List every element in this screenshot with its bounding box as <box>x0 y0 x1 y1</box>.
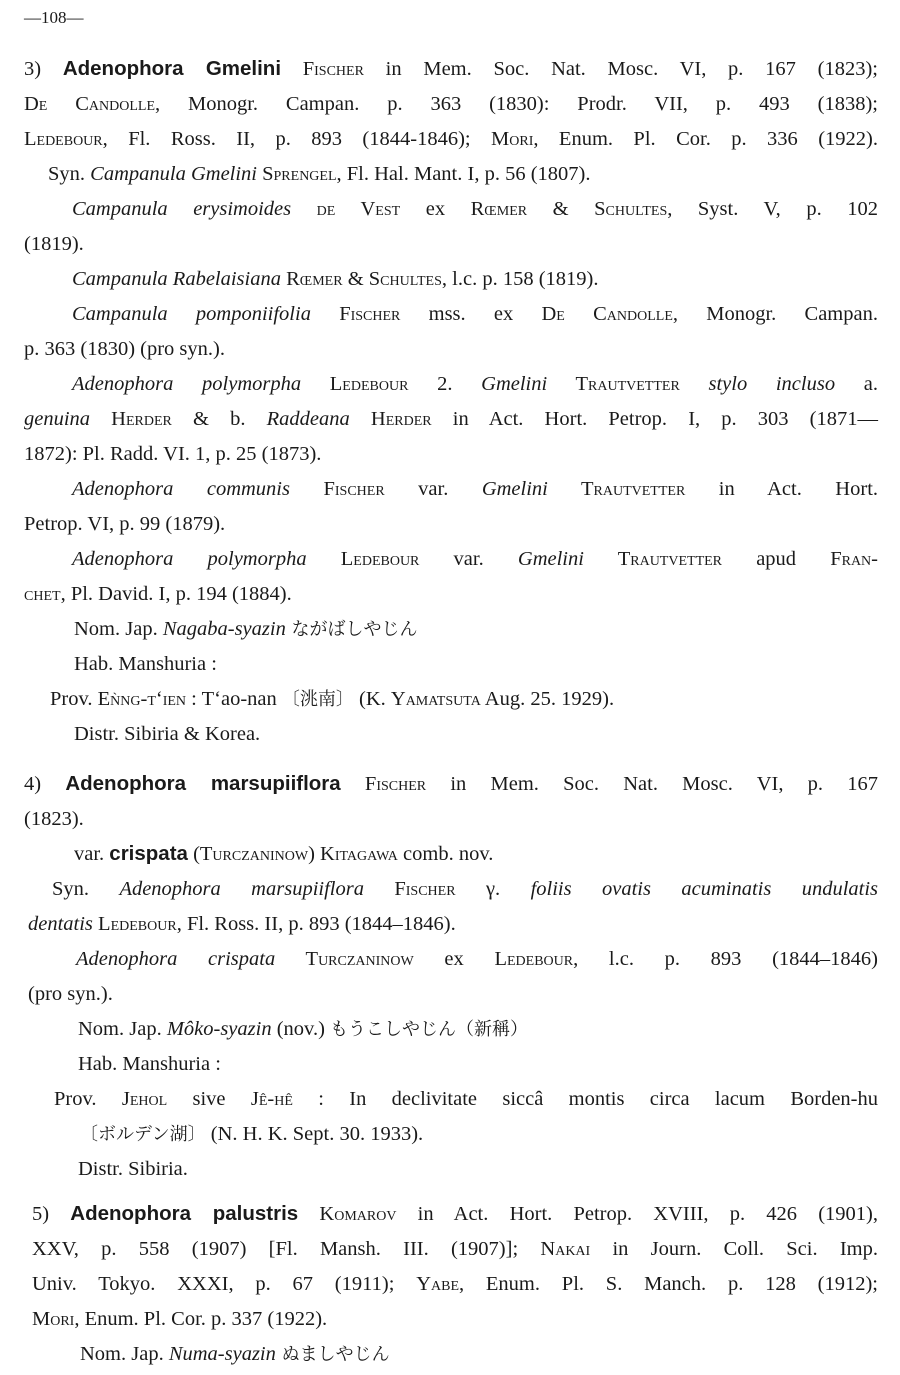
author-name: Mori <box>491 128 534 150</box>
text-run: ex <box>413 948 495 970</box>
text-run: (1819). <box>24 233 84 255</box>
entry-3-line <box>24 90 878 118</box>
author-name: Ledebour <box>494 948 574 970</box>
entry-3-line <box>24 55 878 83</box>
text-run: sive <box>167 1088 251 1110</box>
author-name: Yamatsuta <box>390 688 481 710</box>
entry-5-line <box>32 1235 878 1263</box>
author-name: Schultes <box>594 198 668 220</box>
entry-3-line <box>24 440 896 468</box>
text-run: , Enum. Pl. S. Manch. p. 128 (1912); <box>459 1273 878 1295</box>
author-name: Ledebour <box>306 548 420 570</box>
entry-3-line <box>72 265 896 293</box>
text-run: : In declivitate siccâ montis circa lacum Borden-hu <box>292 1088 879 1110</box>
author-name: Eǹng-t‘ien <box>97 688 187 710</box>
text-run: , Pl. David. I, p. 194 (1884). <box>60 583 292 605</box>
author-name: Kitagawa <box>320 843 398 865</box>
text-run: a. <box>835 373 878 395</box>
entry-3-line <box>72 195 878 223</box>
text-run: Petrop. VI, p. 99 (1879). <box>24 513 226 535</box>
entry-3-line <box>74 650 896 678</box>
author-name: Fischer <box>340 773 427 795</box>
text-run: in Mem. Soc. Nat. Mosc. VI, p. 167 (1823); <box>363 58 878 80</box>
japanese-text: 〔ボルデン湖〕 <box>80 1124 206 1145</box>
japanese-text: 〔洮南〕 <box>281 689 354 710</box>
entry-5-line <box>80 1340 896 1368</box>
latin-name: Môko-syazin <box>166 1018 272 1040</box>
entry-3-line <box>72 545 878 573</box>
author-name: De Candolle <box>24 93 155 115</box>
entry-4-line <box>80 1120 896 1148</box>
text-run: , Enum. Pl. Cor. p. 336 (1922). <box>533 128 878 150</box>
author-name: Fischer <box>289 478 385 500</box>
text-run: & <box>527 198 595 220</box>
text-run: Hab. Manshuria : <box>74 653 217 675</box>
latin-name: foliis ovatis acuminatis undulatis <box>530 878 879 900</box>
author-name: Sprengel <box>257 163 337 185</box>
text-run: , Monogr. Campan. <box>672 303 878 325</box>
latin-name: Campanula erysimoides <box>72 198 292 220</box>
text-run: (K. <box>353 688 391 710</box>
author-name: Fischer <box>363 878 456 900</box>
author-name: De Candolle <box>541 303 673 325</box>
latin-name: stylo incluso <box>679 373 836 395</box>
text-run: Distr. Sibiria & Korea. <box>74 723 261 745</box>
entry-3-line <box>24 510 896 538</box>
entry-4-line <box>24 770 878 798</box>
text-run: in Act. Hort. Petrop. XVIII, p. 426 (1901), <box>396 1203 879 1225</box>
entry-3-line <box>24 125 878 153</box>
entry-4-line <box>76 945 878 973</box>
latin-name: Adenophora crispata <box>76 948 276 970</box>
entry-5-line <box>32 1200 878 1228</box>
entry-4-line <box>28 980 896 1008</box>
text-run: (nov.) <box>271 1018 331 1040</box>
text-run: var. <box>74 843 110 865</box>
entry-3-line <box>50 685 896 713</box>
text-run: , Monogr. Campan. p. 363 (1830): Prodr. VII, p. 493 (1838); <box>155 93 878 115</box>
text-run: 3) <box>24 58 63 80</box>
latin-name: dentatis <box>28 913 93 935</box>
author-name: Rœmer <box>280 268 343 290</box>
author-name: Ledebour <box>92 913 177 935</box>
author-name: Herder <box>90 408 172 430</box>
text-run: γ. <box>455 878 531 900</box>
entry-4-line <box>74 840 896 868</box>
author-name: Ledebour <box>24 128 103 150</box>
text-run: comb. nov. <box>397 843 494 865</box>
text-run: : T‘ao-nan <box>186 688 282 710</box>
species-name: crispata <box>109 842 188 865</box>
entry-5-line <box>32 1305 896 1333</box>
author-name: Jehol <box>121 1088 168 1110</box>
text-run: (1823). <box>24 808 84 830</box>
species-name: Adenophora marsupiiflora <box>65 772 341 795</box>
latin-name: genuina <box>24 408 91 430</box>
text-run: (pro syn.). <box>28 983 113 1005</box>
text-run: XXV, p. 558 (1907) [Fl. Mansh. III. (1907)]; <box>32 1238 541 1260</box>
text-run: p. 363 (1830) (pro syn.). <box>24 338 225 360</box>
author-name: Nakai <box>540 1238 591 1260</box>
entry-4-line <box>78 1050 896 1078</box>
text-run: apud <box>722 548 831 570</box>
author-name: Fran- <box>830 548 878 570</box>
text-run: in Act. Hort. <box>685 478 879 500</box>
author-name: Ledebour <box>301 373 409 395</box>
entry-4-line <box>78 1015 896 1043</box>
entry-4-line <box>24 805 896 833</box>
entry-4-line <box>52 875 878 903</box>
page-number: —108— <box>24 8 84 27</box>
latin-name: Raddeana <box>266 408 350 430</box>
entry-3-line <box>74 720 896 748</box>
text-run: , Fl. Hal. Mant. I, p. 56 (1807). <box>336 163 591 185</box>
author-name: Turczaninow <box>275 948 414 970</box>
latin-name: Adenophora polymorpha <box>72 373 302 395</box>
text-run: in Journ. Coll. Sci. Imp. <box>590 1238 878 1260</box>
entry-3-line <box>72 370 878 398</box>
latin-name: Campanula pomponiifolia <box>72 303 311 325</box>
latin-name: Adenophora polymorpha <box>72 548 307 570</box>
author-name: Komarov <box>298 1203 397 1225</box>
latin-name: Campanula Gmelini <box>90 163 257 185</box>
latin-name: Gmelini <box>481 373 548 395</box>
entry-4-line <box>54 1085 878 1113</box>
text-run: mss. ex <box>400 303 542 325</box>
japanese-text: ぬましやじん <box>275 1344 390 1365</box>
entry-4-line <box>78 1155 896 1183</box>
text-run: var. <box>384 478 482 500</box>
latin-name: Adenophora communis <box>72 478 290 500</box>
text-run: ex <box>400 198 471 220</box>
text-run: , l.c. p. 893 (1844–1846) <box>573 948 879 970</box>
text-run: Hab. Manshuria : <box>78 1053 221 1075</box>
text-run: Nom. Jap. <box>80 1343 169 1365</box>
author-name: chet <box>24 583 61 605</box>
entry-3-line <box>48 160 896 188</box>
author-name: de Vest <box>291 198 401 220</box>
text-run: in Mem. Soc. Nat. Mosc. VI, p. 167 <box>426 773 879 795</box>
text-run: Syn. <box>52 878 120 900</box>
text-run: , Fl. Ross. II, p. 893 (1844–1846). <box>176 913 456 935</box>
author-name: Trautvetter <box>547 478 686 500</box>
author-name: Trautvetter <box>583 548 723 570</box>
text-run: , l.c. p. 158 (1819). <box>441 268 599 290</box>
text-run: in Act. Hort. Petrop. I, p. 303 (1871— <box>431 408 879 430</box>
entry-4-line <box>28 910 896 938</box>
entry-3-line <box>72 475 878 503</box>
author-name: Mori <box>32 1308 75 1330</box>
author-name: Rœmer <box>470 198 528 220</box>
text-run: Nom. Jap. <box>74 618 163 640</box>
text-run: Prov. <box>54 1088 122 1110</box>
text-run: Aug. 25. 1929). <box>480 688 615 710</box>
text-run: Distr. Sibiria. <box>78 1158 188 1180</box>
latin-name: Numa-syazin <box>168 1343 276 1365</box>
latin-name: Gmelini <box>481 478 548 500</box>
entry-3-line <box>24 230 896 258</box>
species-name: Adenophora palustris <box>70 1202 299 1225</box>
species-name: Adenophora Gmelini <box>62 57 282 80</box>
entry-3-line <box>24 405 878 433</box>
author-name: Fischer <box>310 303 401 325</box>
author-name: Schultes <box>368 268 442 290</box>
text-run: Syn. <box>48 163 91 185</box>
text-run: 4) <box>24 773 66 795</box>
text-run: ) <box>308 843 321 865</box>
author-name: Fischer <box>281 58 364 80</box>
japanese-text: ながばしやじん <box>285 619 418 640</box>
entry-3-line <box>24 580 896 608</box>
latin-name: Nagaba-syazin <box>162 618 286 640</box>
author-name: Turczaninow <box>199 843 309 865</box>
author-name: Yabe <box>416 1273 459 1295</box>
author-name: Herder <box>349 408 432 430</box>
author-name: Jê-hê <box>250 1088 293 1110</box>
text-run: , Enum. Pl. Cor. p. 337 (1922). <box>74 1308 328 1330</box>
text-run: Univ. Tokyo. XXXI, p. 67 (1911); <box>32 1273 417 1295</box>
text-run: & <box>342 268 369 290</box>
latin-name: Campanula Rabelaisiana <box>72 268 281 290</box>
entry-3-line <box>24 335 896 363</box>
text-run: , Fl. Ross. II, p. 893 (1844-1846); <box>102 128 492 150</box>
entry-3-line <box>72 300 878 328</box>
text-run: 2. <box>408 373 482 395</box>
text-run: , Syst. V, p. 102 <box>667 198 878 220</box>
text-run: var. <box>419 548 518 570</box>
author-name: Trautvetter <box>547 373 680 395</box>
entry-3-line <box>74 615 896 643</box>
latin-name: Adenophora marsupiiflora <box>119 878 364 900</box>
text-run: (N. H. K. Sept. 30. 1933). <box>205 1123 424 1145</box>
text-run: Nom. Jap. <box>78 1018 167 1040</box>
text-run: ( <box>187 843 200 865</box>
text-run: & b. <box>171 408 267 430</box>
japanese-text: もうこしやじん（新稱） <box>330 1019 529 1040</box>
text-run: 5) <box>32 1203 71 1225</box>
entry-5-line <box>32 1270 878 1298</box>
text-run: Prov. <box>50 688 98 710</box>
text-run: 1872): Pl. Radd. VI. 1, p. 25 (1873). <box>24 443 322 465</box>
latin-name: Gmelini <box>517 548 584 570</box>
